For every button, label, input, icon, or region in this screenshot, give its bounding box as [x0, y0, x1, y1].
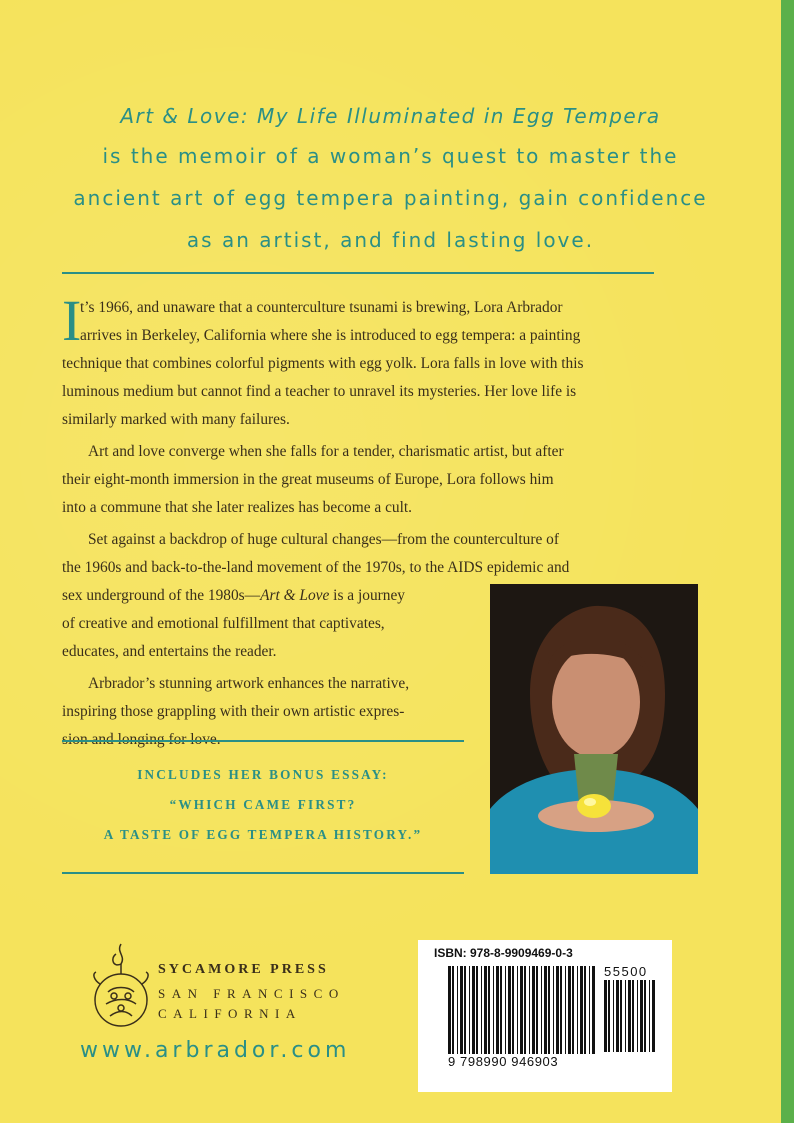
barcode-bar — [508, 966, 511, 1054]
tagline-line-3: as an artist, and find lasting love. — [186, 228, 595, 252]
barcode-bar — [505, 966, 506, 1054]
para-3-text: sex underground of the 1980s— — [62, 587, 261, 604]
barcode-bar — [616, 980, 619, 1052]
barcode-bar — [524, 966, 526, 1054]
barcode-bar — [517, 966, 518, 1054]
para-1-line: luminous medium but cannot find a teacher to unravel its mysteries. Her love life is — [62, 383, 577, 400]
divider-top — [62, 272, 654, 274]
barcode-bar — [604, 980, 607, 1052]
divider-bonus-top — [62, 740, 464, 742]
barcode-bar — [472, 966, 475, 1054]
bonus-line-2: “WHICH CAME FIRST? — [169, 797, 357, 812]
barcode-bar — [589, 966, 590, 1054]
barcode-bar — [544, 966, 547, 1054]
para-4-line: inspiring those grappling with their own artistic expres- — [62, 703, 405, 720]
para-2-line: Art and love converge when she falls for a tender, charismatic artist, but after — [88, 443, 564, 460]
barcode-bar — [500, 966, 502, 1054]
price-barcode — [604, 980, 656, 1052]
para-1-line: technique that combines colorful pigments with egg yolk. Lora falls in love with this — [62, 355, 584, 372]
publisher-state: CALIFORNIA — [158, 1006, 302, 1021]
barcode-bar — [652, 980, 655, 1052]
bonus-line-1: INCLUDES HER BONUS ESSAY: — [137, 767, 389, 782]
barcode-bar — [448, 966, 451, 1054]
para-1-line: similarly marked with many failures. — [62, 411, 290, 428]
isbn-label: ISBN: 978-8-9909469-0-3 — [434, 946, 573, 960]
barcode-bar — [469, 966, 470, 1054]
para-3-line: the 1960s and back-to-the-land movement of the 1970s, to the AIDS epidemic and — [62, 559, 570, 576]
publisher-city: SAN FRANCISCO — [158, 986, 345, 1001]
barcode-bar — [640, 980, 643, 1052]
barcode-bar — [565, 966, 566, 1054]
spine-edge — [781, 0, 794, 1123]
barcode-bar — [532, 966, 535, 1054]
sycamore-tree-logo — [88, 942, 154, 1034]
barcode-bar — [488, 966, 490, 1054]
barcode-bar — [613, 980, 614, 1052]
para-1-line: arrives in Berkeley, California where she is introduced to egg tempera: a painting — [80, 327, 581, 344]
tagline-line-2: ancient art of egg tempera painting, gain confidence — [73, 186, 708, 210]
para-3-line: of creative and emotional fulfillment that captivates, — [62, 615, 385, 632]
barcode-bar — [572, 966, 574, 1054]
barcode-bar — [628, 980, 631, 1052]
para-3-line: Set against a backdrop of huge cultural changes—from the counterculture of — [88, 531, 559, 548]
para-4-line: Arbrador’s stunning artwork enhances the narrative, — [88, 675, 410, 692]
drop-cap: I — [62, 288, 82, 353]
barcode-digits: 9 798990 946903 — [448, 1054, 559, 1069]
para-3-text: is a journey — [329, 587, 405, 604]
barcode-bar — [460, 966, 463, 1054]
barcode-bar — [512, 966, 514, 1054]
barcode-bar — [649, 980, 650, 1052]
author-photo — [490, 584, 698, 874]
book-title: Art & Love: My Life Illuminated in Egg Tempera — [120, 104, 661, 128]
barcode-bar — [452, 966, 454, 1054]
barcode-bar — [529, 966, 530, 1054]
barcode-bar — [493, 966, 494, 1054]
barcode-bar — [464, 966, 466, 1054]
bonus-line-3: A TASTE OF EGG TEMPERA HISTORY.” — [103, 827, 423, 842]
barcode-bar — [536, 966, 538, 1054]
para-2-line: into a commune that she later realizes has become a cult. — [62, 499, 412, 516]
para-2-line: their eight-month immersion in the great museums of Europe, Lora follows him — [62, 471, 554, 488]
barcode-bar — [520, 966, 523, 1054]
barcode-bar — [644, 980, 646, 1052]
barcode — [448, 966, 598, 1054]
barcode-bar — [608, 980, 610, 1052]
barcode-bar — [568, 966, 571, 1054]
barcode-bar — [556, 966, 559, 1054]
barcode-bar — [496, 966, 499, 1054]
publisher-name: SYCAMORE PRESS — [158, 962, 329, 977]
barcode-bar — [476, 966, 478, 1054]
barcode-bar — [625, 980, 626, 1052]
barcode-bar — [577, 966, 578, 1054]
barcode-bar — [560, 966, 562, 1054]
para-1-line: t’s 1966, and unaware that a counterculture tsunami is brewing, Lora Arbrador — [80, 299, 563, 316]
barcode-bar — [541, 966, 542, 1054]
barcode-bar — [548, 966, 550, 1054]
divider-bonus-bottom — [62, 872, 464, 874]
para-3-line: educates, and entertains the reader. — [62, 643, 277, 660]
barcode-bar — [620, 980, 622, 1052]
barcode-bar — [584, 966, 586, 1054]
tagline-line-1: is the memoir of a woman’s quest to master the — [102, 144, 679, 168]
barcode-bar — [637, 980, 638, 1052]
barcode-bar — [457, 966, 458, 1054]
book-title-inline: Art & Love — [260, 587, 330, 604]
barcode-bar — [592, 966, 595, 1054]
barcode-bar — [553, 966, 554, 1054]
barcode-bar — [484, 966, 487, 1054]
barcode-bar — [632, 980, 634, 1052]
website-url: www.arbrador.com — [80, 1038, 351, 1063]
barcode-bar — [580, 966, 583, 1054]
price-code: 55500 — [604, 964, 648, 979]
barcode-bar — [481, 966, 482, 1054]
isbn-barcode-box — [418, 940, 672, 1092]
